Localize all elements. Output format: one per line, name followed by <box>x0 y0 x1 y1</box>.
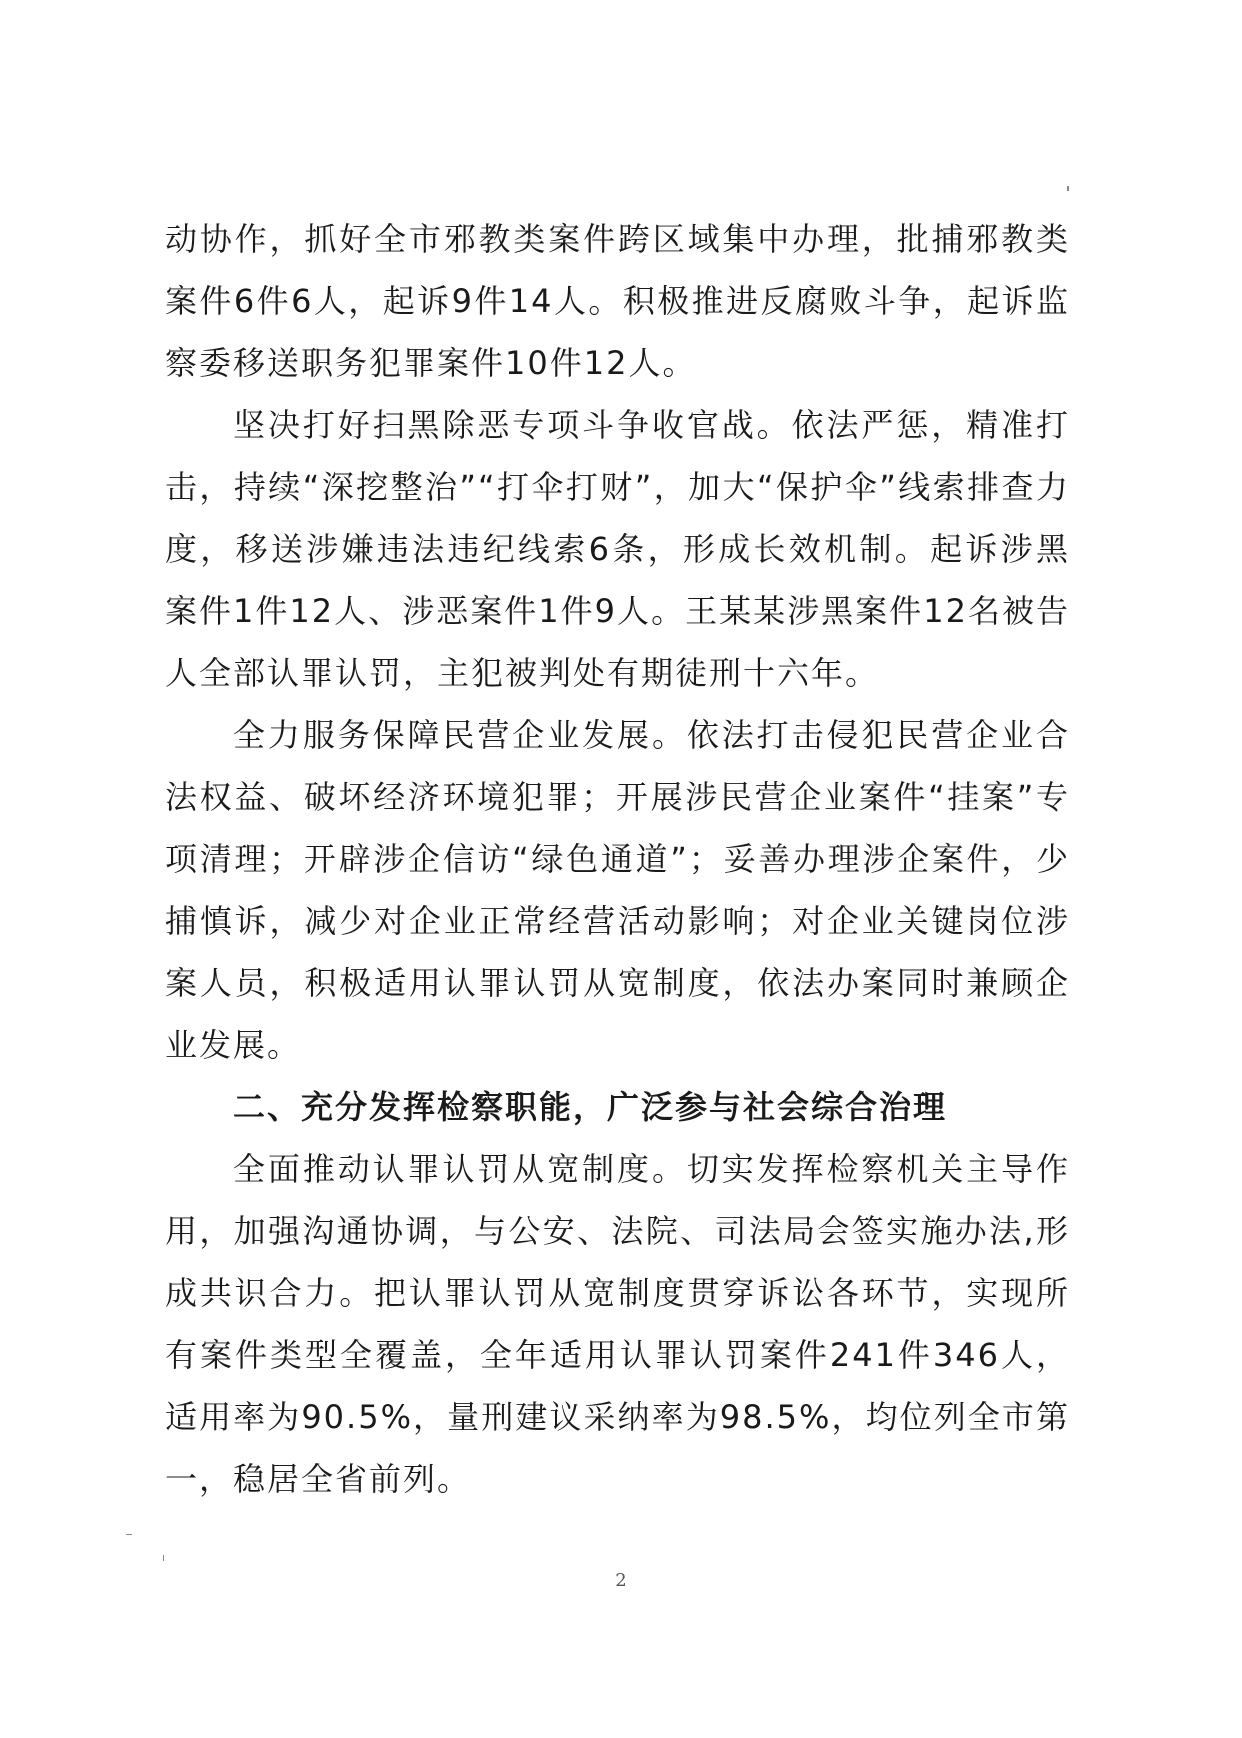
paragraph-private-enterprise-support: 全力服务保障民营企业发展。依法打击侵犯民营企业合法权益、破坏经济环境犯罪；开展涉民营企业案件“挂案”专项清理；开辟涉企信访“绿色通道”；妥善办理涉企案件，少捕慎诉，减少对企业正常经营活动影响；对企业关键岗位涉案人员，积极适用认罪认罚从宽制度，依法办案同时兼顾企业发展。 <box>165 716 1070 1064</box>
paragraph-anti-gang-campaign: 坚决打好扫黑除恶专项斗争收官战。依法严惩，精准打击，持续“深挖整治”“打伞打财”，加大“保护伞”线索排查力度，移送涉嫌违法违纪线索6条，形成长效机制。起诉涉黑案件1件12人、涉恶案件1件9人。王某某涉黑案件12名被告人全部认罪认罚，主犯被判处有期徒刑十六年。 <box>165 406 1070 692</box>
section-heading: 二、充分发挥检察职能，广泛参与社会综合治理 <box>233 1088 948 1126</box>
paragraph-plea-leniency-system: 全面推动认罪认罚从宽制度。切实发挥检察机关主导作用，加强沟通协调，与公安、法院、司法局会签实施办法,形成共识合力。把认罪认罚从宽制度贯穿诉讼各环节，实现所有案件类型全覆盖，全年适用认罪认罚案件241件346人，适用率为90.5%，量刑建议采纳率为98.5%，均位列全市第一，稳居全省前列。 <box>165 1150 1070 1498</box>
document-body <box>165 208 1070 1510</box>
scan-speck <box>1067 186 1069 191</box>
scan-speck <box>163 1555 164 1561</box>
scan-speck <box>126 1534 132 1535</box>
page-number: 2 <box>615 1570 627 1591</box>
paragraph-continuation: 动协作，抓好全市邪教类案件跨区域集中办理，批捕邪教类案件6件6人，起诉9件14人。积极推进反腐败斗争，起诉监察委移送职务犯罪案件10件12人。 <box>165 220 1070 382</box>
